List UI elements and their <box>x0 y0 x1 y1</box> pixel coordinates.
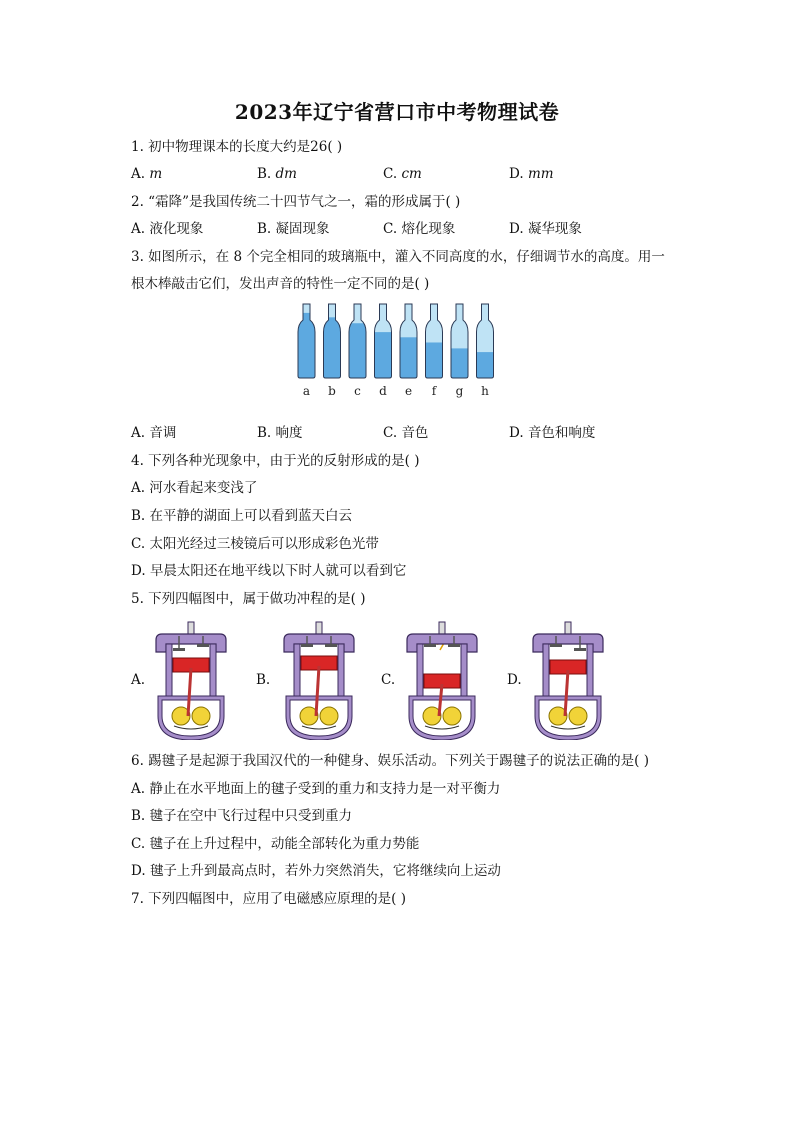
q6-option-a: A. 静止在水平地面上的毽子受到的重力和支持力是一对平衡力 <box>131 781 501 797</box>
bottle-h <box>477 304 494 398</box>
bottle-water <box>349 323 366 378</box>
engine-diagram-c <box>401 620 483 740</box>
bottle-water <box>426 342 443 378</box>
bottle-label: a <box>302 384 311 398</box>
q1-option-b: B. dm <box>257 166 297 182</box>
crank-wheel-right <box>443 707 461 725</box>
cylinder-wall-left <box>417 644 423 700</box>
bottle-label: g <box>455 384 464 398</box>
question-7-stem: 7. 下列四幅图中，应用了电磁感应原理的是( ) <box>131 891 406 907</box>
question-5-stem: 5. 下列四幅图中，属于做功冲程的是( ) <box>131 591 366 607</box>
cylinder-wall-left <box>166 644 172 700</box>
bottle-water <box>375 332 392 378</box>
bottle-a <box>298 304 315 398</box>
bottle-label: d <box>379 384 387 398</box>
bottle-label: b <box>328 384 336 398</box>
question-3-stem-line1: 3. 如图所示，在 8 个完全相同的玻璃瓶中，灌入不同高度的水，仔细调节水的高度。用一 <box>131 249 665 265</box>
q1-option-d: D. mm <box>509 166 554 182</box>
q6-option-d: D. 毽子上升到最高点时，若外力突然消失，它将继续向上运动 <box>131 863 501 879</box>
q1-option-a: A. m <box>131 166 163 182</box>
intake-valve <box>173 648 185 651</box>
question-1-stem: 1. 初中物理课本的长度大约是26( ) <box>131 139 343 155</box>
q4-option-c: C. 太阳光经过三棱镜后可以形成彩色光带 <box>131 536 379 552</box>
bottle-f <box>426 304 443 398</box>
engine-diagram-b <box>278 620 360 740</box>
spark-plug <box>316 622 322 634</box>
bottle-g <box>451 304 468 398</box>
q3-option-b: B. 响度 <box>257 425 303 441</box>
q5-option-a-label: A. <box>131 672 146 688</box>
cylinder-wall-right <box>210 644 216 700</box>
intake-valve <box>301 644 313 647</box>
q4-option-d: D. 早晨太阳还在地平线以下时人就可以看到它 <box>131 563 407 579</box>
q2-option-a: A. 液化现象 <box>131 221 204 237</box>
q6-option-c: C. 毽子在上升过程中，动能全部转化为重力势能 <box>131 836 420 852</box>
bottle-label: h <box>481 384 489 398</box>
question-3-stem-line2: 根木棒敲击它们，发出声音的特性一定不同的是( ) <box>131 276 430 292</box>
cylinder-wall-right <box>461 644 467 700</box>
exhaust-valve <box>197 644 209 647</box>
question-6-stem: 6. 踢毽子是起源于我国汉代的一种健身、娱乐活动。下列关于踢毽子的说法正确的是( ) <box>131 753 649 769</box>
glass-bottles-figure <box>290 300 510 400</box>
bottle-d <box>375 304 392 398</box>
crank-wheel-right <box>569 707 587 725</box>
crank-wheel-right <box>320 707 338 725</box>
spark-plug <box>565 622 571 634</box>
bottle-water <box>451 348 468 378</box>
bottle-water <box>324 317 341 378</box>
bottle-water <box>477 352 494 378</box>
bottle-b <box>324 304 341 398</box>
q3-option-c: C. 音色 <box>383 425 429 441</box>
q1-option-c: C. cm <box>383 166 422 182</box>
q4-option-a: A. 河水看起来变浅了 <box>131 480 258 496</box>
spark-plug <box>439 622 445 634</box>
exhaust-valve <box>574 648 586 651</box>
bottle-water <box>400 337 417 378</box>
question-4-stem: 4. 下列各种光现象中，由于光的反射形成的是( ) <box>131 453 420 469</box>
bottle-c <box>349 304 366 398</box>
exhaust-valve <box>325 644 337 647</box>
q3-option-a: A. 音调 <box>131 425 177 441</box>
q5-option-d-label: D. <box>507 672 522 688</box>
q5-option-c-label: C. <box>381 672 396 688</box>
bottle-e <box>400 304 417 398</box>
bottle-label: f <box>431 384 437 398</box>
spark-plug <box>188 622 194 634</box>
intake-valve <box>424 644 436 647</box>
cylinder-wall-left <box>543 644 549 700</box>
q5-option-b-label: B. <box>256 672 271 688</box>
q2-option-d: D. 凝华现象 <box>509 221 582 237</box>
cylinder-wall-left <box>294 644 300 700</box>
question-2-stem: 2. “霜降”是我国传统二十四节气之一，霜的形成属于( ) <box>131 194 461 210</box>
intake-valve <box>550 644 562 647</box>
exhaust-valve <box>448 644 460 647</box>
page-title: 2023年辽宁省营口市中考物理试卷 <box>234 100 560 124</box>
q6-option-b: B. 毽子在空中飞行过程中只受到重力 <box>131 808 353 824</box>
q2-option-c: C. 熔化现象 <box>383 221 456 237</box>
bottle-label: e <box>404 384 413 398</box>
bottle-label: c <box>354 384 361 398</box>
q2-option-b: B. 凝固现象 <box>257 221 330 237</box>
crank-wheel-right <box>192 707 210 725</box>
engine-diagram-a <box>150 620 232 740</box>
engine-diagram-d <box>527 620 609 740</box>
cylinder-wall-right <box>338 644 344 700</box>
cylinder-wall-right <box>587 644 593 700</box>
q3-option-d: D. 音色和响度 <box>509 425 596 441</box>
q4-option-b: B. 在平静的湖面上可以看到蓝天白云 <box>131 508 353 524</box>
